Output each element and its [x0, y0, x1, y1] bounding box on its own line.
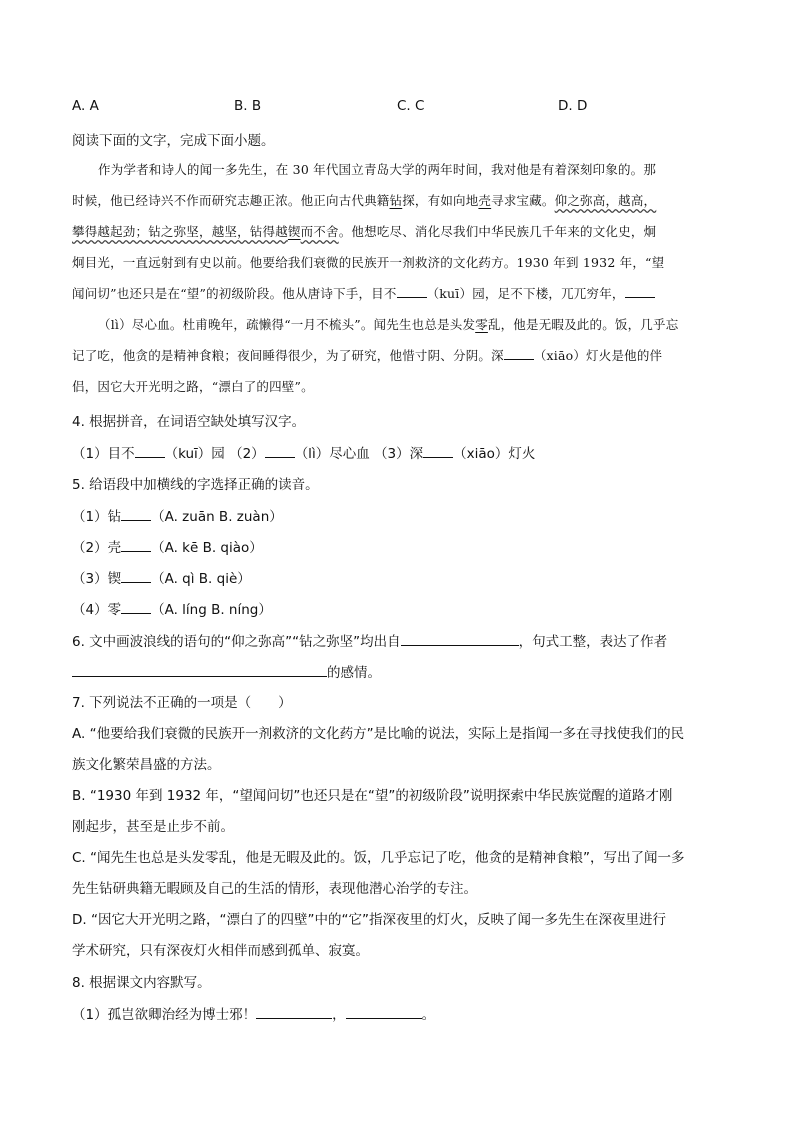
answer-blank-1[interactable]: [135, 443, 165, 458]
wavy-sentence-start: 仰之弥高，越高，: [554, 193, 657, 208]
question-5-item-2: （2）壳 （A. kē B. qiào）: [72, 537, 263, 558]
question-7-option-a-line-1: A. “他要给我们衰微的民族开一剂救济的文化药方”是比喻的说法，实际上是指闻一多在寻找使我们的民: [72, 726, 685, 742]
option-d: D. D: [558, 98, 588, 114]
answer-blank-1[interactable]: [256, 1004, 332, 1019]
option-c: C. C: [397, 98, 425, 114]
underlined-char-ling: 零: [475, 317, 488, 332]
passage-line-5: 闻问切”也还只是在“望”的初级阶段。他从唐诗下手，目不 （kuī）园，足不下楼，兀兀穷年，: [72, 278, 720, 309]
question-7-option-b-line-1: B. “1930 年到 1932 年，“望闻问切”也还只是在“望”的初级阶段”说明探索中华民族觉醒的道路才刚: [72, 788, 673, 804]
question-5-item-4: （4）零 （A. líng B. níng）: [72, 599, 272, 620]
answer-blank[interactable]: [121, 506, 151, 521]
option-b: B. B: [234, 98, 262, 114]
passage-line-2: 时候，他已经诗兴不作而研究志趣正浓。他正向古代典籍钻探，有如向地壳寻求宝藏。仰之弥高，越高，: [72, 193, 657, 208]
question-7-option-a-line-2: 族文化繁荣昌盛的方法。: [72, 757, 221, 773]
answer-blank-source[interactable]: [401, 631, 519, 646]
passage-line-6: （lì）尽心血。杜甫晚年，疏懒得“一月不梳头”。闻先生也总是头发零乱，他是无暇及此的。饭，几乎忘: [98, 317, 679, 332]
blank-xiao[interactable]: [504, 345, 534, 360]
answer-blank-feeling[interactable]: [72, 662, 327, 677]
question-8-item-1: （1）孤岂欲卿治经为博士邪！ ， 。: [72, 1004, 435, 1025]
question-8-stem: 8. 根据课文内容默写。: [72, 975, 211, 991]
answer-blank[interactable]: [121, 599, 151, 614]
question-7-option-b-line-2: 刚起步，甚至是止步不前。: [72, 819, 234, 835]
passage-line-8: 侣，因它大开光明之路，“漂白了的四壁”。: [72, 379, 314, 394]
option-a: A. A: [72, 98, 99, 114]
question-7-option-d-line-2: 学术研究，只有深夜灯火相伴而感到孤单、寂寞。: [72, 943, 369, 959]
question-5-stem: 5. 给语段中加横线的字选择正确的读音。: [72, 477, 319, 493]
answer-blank-2[interactable]: [346, 1004, 422, 1019]
blank-kui[interactable]: [397, 283, 427, 298]
question-4-answers: （1）目不 （kuī）园 （2） （lì）尽心血 （3）深 （xiāo）灯火: [72, 443, 535, 464]
underlined-char-zuan: 钻: [389, 193, 403, 208]
question-7-option-c-line-1: C. “闻先生也总是头发零乱，他是无暇及此的。饭，几乎忘记了吃，他贪的是精神食粮”，写出了闻一多: [72, 850, 685, 866]
underlined-char-qiao: 壳: [478, 193, 492, 208]
answer-blank-3[interactable]: [423, 443, 453, 458]
question-6-line-2: 的感情。: [72, 662, 381, 683]
blank-li[interactable]: [625, 283, 655, 298]
passage-line-3: 攀得越起劲；钻之弥坚，越坚，钻得越锲而不舍。他想吃尽、消化尽我们中华民族几千年来的文化史，炯: [72, 224, 657, 239]
question-7-stem: 7. 下列说法不正确的一项是（ ）: [72, 695, 292, 711]
answer-blank[interactable]: [121, 568, 151, 583]
passage-line-4: 炯目光，一直远射到有史以前。他要给我们衰微的民族开一剂救济的文化药方。1930 年到 1932 年，“望: [72, 255, 665, 270]
reading-passage: [72, 154, 720, 402]
answer-blank-2[interactable]: [265, 443, 295, 458]
question-6-line-1: 6. 文中画波浪线的语句的“仰之弥高”“钻之弥坚”均出自 ，句式工整，表达了作者: [72, 631, 667, 652]
question-5-item-3: （3）锲 （A. qì B. qiè）: [72, 568, 251, 589]
question-7-option-d-line-1: D. “因它大开光明之路，“漂白了的四壁”中的“它”指深夜里的灯火，反映了闻一多先生在深夜里进行: [72, 912, 666, 928]
question-4-stem: 4. 根据拼音，在词语空缺处填写汉字。: [72, 414, 306, 430]
question-7-option-c-line-2: 先生钻研典籍无暇顾及自己的生活的情形，表现他潜心治学的专注。: [72, 881, 477, 897]
answer-blank[interactable]: [121, 537, 151, 552]
passage-line-7: 记了吃，他贪的是精神食粮；夜间睡得很少，为了研究，他惜寸阴、分阴。深 （xiāo）灯火是他的伴: [72, 340, 720, 371]
question-5-item-1: （1）钻 （A. zuān B. zuàn）: [72, 506, 283, 527]
underlined-char-qie: 锲: [287, 224, 301, 239]
reading-instruction: 阅读下面的文字，完成下面小题。: [72, 133, 275, 149]
passage-line-1: 作为学者和诗人的闻一多先生，在 30 年代国立青岛大学的两年时间，我对他是有着深刻印象的。那: [98, 162, 657, 177]
